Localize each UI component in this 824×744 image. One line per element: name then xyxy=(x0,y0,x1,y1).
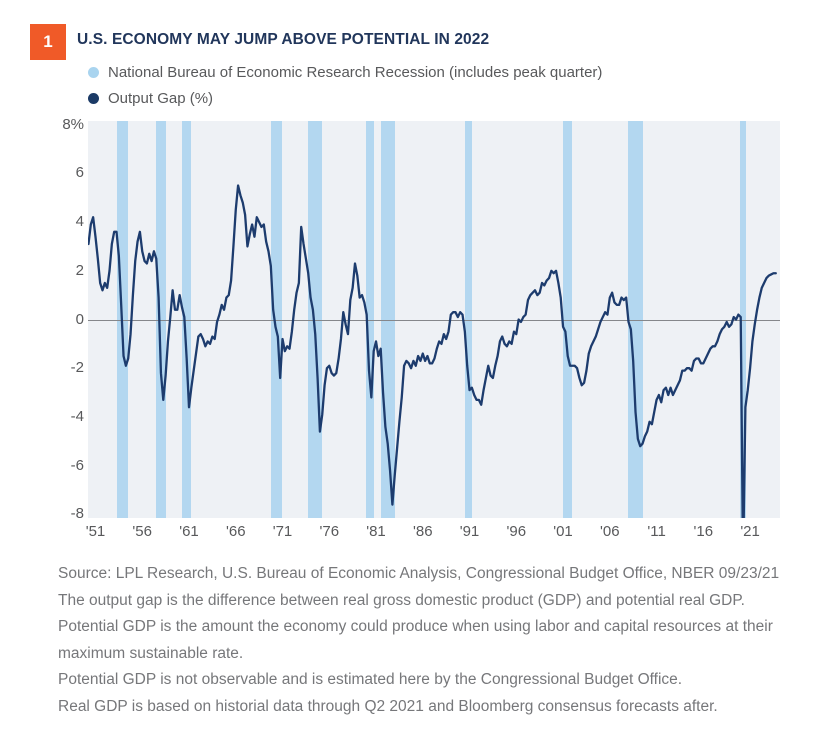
legend-item-label: National Bureau of Economic Research Recession (includes peak quarter) xyxy=(108,63,603,81)
x-axis-tick-label: '51 xyxy=(85,523,106,540)
x-axis-tick-label: '96 xyxy=(506,523,527,540)
footnote-line: Potential GDP is not observable and is estimated here by the Congressional Budget Office. xyxy=(58,671,683,688)
line-series-dot xyxy=(88,93,99,104)
x-axis-tick-label: '66 xyxy=(226,523,246,540)
x-axis-tick-label: '16 xyxy=(693,523,714,540)
x-axis-tick-label: '01 xyxy=(553,523,573,540)
y-axis-tick-label: 8% xyxy=(62,115,84,133)
legend-item xyxy=(88,85,602,111)
x-axis-tick-label: '81 xyxy=(366,523,386,540)
x-axis-tick-label: '86 xyxy=(413,523,433,540)
x-axis-tick-label: '91 xyxy=(459,523,480,540)
figure-number-badge: 1 xyxy=(30,24,66,60)
plot-area xyxy=(88,121,780,518)
x-axis-tick-label: '61 xyxy=(179,523,199,540)
y-axis-tick-label: -4 xyxy=(70,407,84,425)
x-axis-tick-label: '56 xyxy=(132,523,152,540)
y-axis-tick-label: -8 xyxy=(70,505,84,523)
y-axis-tick-label: -6 xyxy=(70,456,84,474)
x-axis-tick-label: '71 xyxy=(272,523,293,540)
y-axis-tick-label: 4 xyxy=(75,213,84,231)
chart-legend xyxy=(88,59,602,111)
legend-item-label: Output Gap (%) xyxy=(108,89,214,107)
legend-item xyxy=(88,59,602,85)
x-axis-tick-label: '06 xyxy=(600,523,620,540)
footnote-line: Real GDP is based on historial data through Q2 2021 and Bloomberg consensus forecasts after. xyxy=(58,697,718,715)
y-axis-tick-label: -2 xyxy=(70,359,84,377)
footnotes xyxy=(58,561,814,720)
output-gap-line-chart xyxy=(88,121,780,518)
footnote-line: Source: LPL Research, U.S. Bureau of Economic Analysis, Congressional Budget Office, NBER 09/23/21 xyxy=(58,565,780,582)
y-axis-tick-label: 2 xyxy=(75,261,84,279)
output-gap-line xyxy=(88,186,775,518)
y-axis-tick-label: 6 xyxy=(75,164,84,182)
x-axis-tick-label: '11 xyxy=(647,523,666,540)
x-axis-tick-label: '21 xyxy=(740,523,760,540)
x-axis-tick-label: '76 xyxy=(319,523,340,540)
chart-title: U.S. ECONOMY MAY JUMP ABOVE POTENTIAL IN 2022 xyxy=(77,31,490,48)
recession-band-dot xyxy=(88,67,99,78)
footnote-line: Potential GDP is the amount the economy could produce when using labor and capital resources at their maximum sustainable rate. xyxy=(58,618,773,662)
y-axis-tick-label: 0 xyxy=(75,310,84,328)
footnote-line: The output gap is the difference between real gross domestic product (GDP) and potential real GDP. xyxy=(58,591,745,609)
